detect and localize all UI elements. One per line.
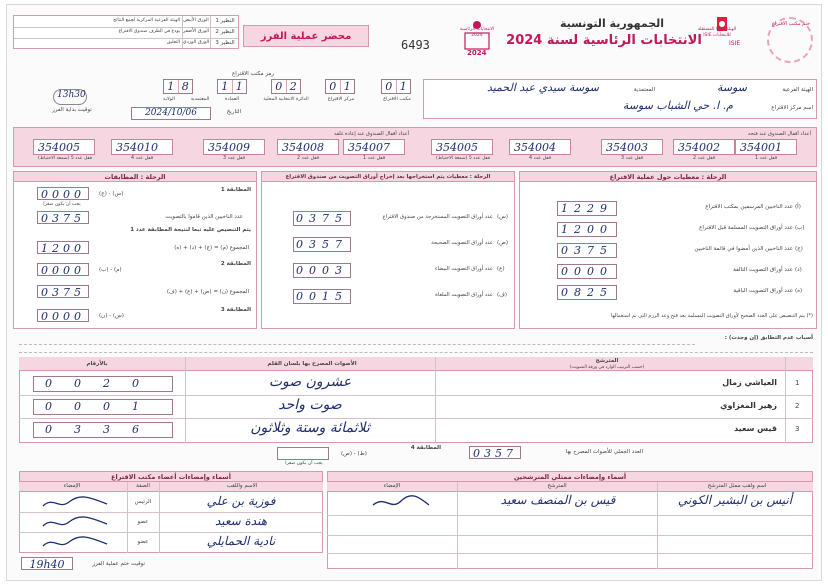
- member-name: هندة سعيد: [214, 514, 268, 528]
- code-digit: 1: [232, 80, 247, 93]
- opened-lock-2-label: قفل عدد 2: [693, 156, 715, 161]
- copy-2-color: الورق الأصفر: [182, 29, 210, 34]
- results-row-digits-0-value: 0020: [45, 377, 161, 390]
- code-box-4: [217, 79, 247, 94]
- end-time-value: 19h40: [29, 558, 65, 571]
- m1-label: المطابقة 1: [220, 187, 251, 193]
- m4-formula: (ص) - (ط): [341, 451, 367, 457]
- stage1-row-3: [557, 264, 617, 279]
- stage1-row-code: (ب): [795, 225, 805, 231]
- members-col-role: الصفة: [136, 483, 150, 489]
- discrepancy-line-1: [19, 344, 695, 345]
- m4-hint: يجب أن يكون صفرا: [285, 461, 323, 466]
- stage1-row-3-value: 0000: [561, 265, 613, 278]
- date-value: 2024/10/06: [145, 108, 197, 118]
- member-name: فوزية بن علي: [206, 494, 276, 508]
- stage1-note: (*) يتم التنصيص على العدد الصحيح لأوراق التصويت المسلمة بعد فتح وعد الرزم التي تم استعمالها: [611, 313, 813, 319]
- member-role: عضو: [137, 539, 149, 545]
- stage2-row-1: [293, 237, 351, 252]
- copy-3-dest: التعليق: [166, 40, 180, 45]
- m1-formula: (ج) - (س): [99, 191, 124, 197]
- m1-hint: يجب أن يكون صفرا: [43, 202, 81, 207]
- report-title: محضر عملية الفرز: [243, 25, 369, 47]
- opened-lock-2: 354002: [673, 139, 735, 155]
- results-row-name: العياشي زمال: [722, 378, 777, 387]
- code-box-2: [325, 79, 355, 94]
- end-time-box: [21, 557, 73, 570]
- results-row-letters: ثلاثمائة وستة وثلاثون: [250, 420, 370, 436]
- m3-label: المطابقة 3: [220, 307, 251, 313]
- stage2-row-1-value: 0357: [296, 238, 348, 251]
- stage2-row-3-value: 0015: [296, 290, 348, 303]
- m3-formula: (ن) - (س): [99, 313, 124, 319]
- form-number: 6493: [401, 38, 430, 52]
- regional-label: الهيئة الفرعية: [782, 87, 813, 93]
- copy-2-dest: يودع في الظرف صندوق الاقتراع: [118, 29, 180, 34]
- discrepancy-label: أسباب عدم التطابق (إن وجدت) :: [724, 335, 813, 341]
- members-title: أسماء وإمضاءات أعضاء مكتب الاقتراع: [19, 471, 323, 482]
- regional-value: سوسة: [716, 81, 747, 94]
- sum-label: المجموع (م) = (ج) + (د) + (ه): [174, 245, 249, 251]
- results-row-digits-2: [33, 422, 173, 438]
- stage1-row-code: (د): [795, 267, 802, 273]
- delegation-label: المعتمدية: [633, 87, 655, 93]
- code-label-delegation: المعتمدية: [190, 97, 210, 102]
- m2-value: 0000: [41, 264, 85, 277]
- closed-lock-3: 354009: [203, 139, 265, 155]
- delegation-value: سوسة سيدي عبد الحميد: [486, 81, 599, 94]
- stage2-row-code: (ع): [497, 266, 505, 272]
- total2-label: المجموع (ن) = (ص) + (ع) + (ف): [166, 289, 249, 295]
- code-digit: 8: [178, 80, 193, 93]
- member-role: الرئيس: [134, 499, 152, 505]
- results-row-letters: عشرون صوت: [268, 374, 352, 390]
- rep-1-name: أنيس بن البشير الكوني: [677, 493, 793, 507]
- code-label-center: مركز الاقتراع: [327, 97, 355, 102]
- stage1-row-code: (ه): [795, 288, 803, 294]
- stage2-row-label: عدد أوراق التصويت الملغاة: [435, 292, 493, 298]
- opened-lock-4-label: قفل عدد 4: [529, 156, 551, 161]
- members-col-name: الاسم واللقب: [226, 483, 258, 489]
- results-row-name: زهير المغزاوي: [720, 401, 777, 410]
- code-title: رمز مكتب الاقتراع: [232, 71, 274, 77]
- start-time-value: 13h30: [57, 90, 86, 100]
- stage1-row-4: [557, 285, 617, 300]
- stage1-row-2: [557, 243, 617, 258]
- opened-lock-3: 354003: [601, 139, 663, 155]
- m2-value-box: [37, 263, 89, 276]
- results-col-candidate-hint: (حسب الترتيب الوارد في ورقة التصويت): [569, 365, 645, 370]
- election-title: الانتخابات الرئاسية لسنة 2024: [506, 33, 702, 48]
- isie-text: الهيئة العليا المستقلة للانتخابات ISIE: [697, 27, 737, 38]
- member-signature: [37, 514, 117, 532]
- stage1-row-0: [557, 201, 617, 216]
- sum-value: 1200: [41, 242, 85, 255]
- locks-opened-label: أعداد أقفال الصندوق عند فتحه: [747, 131, 811, 137]
- copy-3-label: النظير 3: [215, 40, 235, 46]
- code-digit: 2: [286, 80, 301, 93]
- stage2-row-label: عدد أوراق التصويت الصحيحة: [431, 240, 493, 246]
- results-row-name: قيس سعيد: [734, 424, 777, 433]
- stage2-row-0-value: 0375: [296, 212, 348, 225]
- code-digit: 1: [221, 80, 229, 93]
- center-label: اسم مركز الاقتراع: [771, 105, 813, 111]
- code-label-polling: مكتب الاقتراع: [383, 97, 411, 102]
- code-digit: 1: [340, 80, 355, 93]
- results-row-letters: صوت واحد: [278, 397, 342, 413]
- closed-lock-3-label: قفل عدد 3: [223, 156, 245, 161]
- start-time-label: توقيت بداية الفرز: [52, 107, 92, 113]
- stage1-row-label: عدد أوراق التصويت الباقية: [733, 288, 793, 294]
- date-box: [131, 107, 211, 120]
- rep-1-signature: [367, 493, 437, 513]
- svg-text:ISIE: ISIE: [729, 40, 741, 47]
- absent-value: 0375: [41, 212, 85, 225]
- member-role: عضو: [137, 519, 149, 525]
- members-row-divider: [19, 512, 323, 513]
- svg-text:2024: 2024: [467, 49, 487, 57]
- stage1-row-2-value: 0375: [561, 244, 613, 257]
- stage2-title: الرحلة : معطيات يتم استخراجها بعد إخراج أوراق التصويت من صندوق الاقتراع: [261, 171, 515, 182]
- code-digit: 0: [385, 80, 393, 93]
- stage3-title: الرحلة : المطابقات: [13, 171, 257, 182]
- results-row-digits-0: [33, 376, 173, 392]
- code-label-governorate: الولاية: [163, 97, 175, 102]
- code-digit: 1: [396, 80, 411, 93]
- m4-label: المطابقة 4: [410, 445, 441, 451]
- results-total-box: [469, 446, 521, 459]
- results-col-candidate: المترشح: [595, 358, 619, 364]
- results-row-digits-1: [33, 399, 173, 415]
- closed-lock-1-label: قفل عدد 1: [363, 156, 385, 161]
- stage1-title: الرحلة : معطيات حول عملية الاقتراع: [519, 171, 817, 182]
- stage3-note: يتم التنصيص عليه تبعا لنتيجة المطابقة عدد 1: [130, 227, 251, 233]
- stage1-row-label: عدد أوراق التصويت المسلمة قبل الاقتراع: [699, 225, 793, 231]
- election-logo-text: الانتخابات الرئاسية 2024: [459, 27, 495, 38]
- closed-lock-5: 354005: [33, 139, 95, 155]
- opened-lock-5: 354005: [431, 139, 493, 155]
- m1-value-box: [37, 187, 89, 200]
- member-name: نادية الحمايلي: [206, 534, 276, 548]
- copy-2-label: النظير 2: [215, 29, 235, 35]
- end-time-label: توقيت ختم عملية الفرز: [92, 561, 145, 567]
- stage1-row-label: عدد الناخبين الذين أمضوا في قائمة الناخبين: [694, 246, 793, 252]
- code-box-3: [271, 79, 301, 94]
- form-page: [6, 4, 822, 581]
- closed-lock-2-label: قفل عدد 2: [297, 156, 319, 161]
- results-col-letters: الأصوات المصرح بها بلسان القلم: [267, 361, 357, 367]
- m4-value-box: [277, 447, 329, 460]
- results-row-divider: [19, 395, 813, 396]
- stage2-row-2-value: 0003: [296, 264, 348, 277]
- m2-formula: (ب) - (م): [99, 267, 122, 273]
- code-box-1: [381, 79, 411, 94]
- code-label-district: الدائرة الانتخابية المحلية: [263, 97, 309, 102]
- stage2-row-code: (ص): [497, 240, 508, 246]
- results-row-digits-1-value: 0001: [45, 400, 161, 413]
- reps-title: أسماء وإمضاءات ممثلي المترشحين: [327, 471, 813, 482]
- stage1-row-label: عدد الناخبين المرسمين بمكتب الاقتراع: [705, 204, 793, 210]
- code-digit: 0: [275, 80, 283, 93]
- republic-title: الجمهورية التونسية: [559, 17, 665, 30]
- stage1-row-label: عدد أوراق التصويت التالفة: [733, 267, 793, 273]
- stage1-row-0-value: 1229: [561, 202, 613, 215]
- discrepancy-line-2: [19, 352, 813, 353]
- results-row-num: 2: [795, 402, 800, 410]
- members-row-divider: [19, 532, 323, 533]
- opened-lock-5-label: قفل عدد 5 (شمعة الاحتياط): [436, 156, 490, 161]
- copy-3-color: الورق الوردي: [182, 40, 210, 45]
- stage1-row-1: [557, 222, 617, 237]
- results-row-digits-2-value: 0336: [45, 423, 161, 436]
- member-signature: [37, 534, 117, 552]
- results-row-num: 1: [795, 379, 800, 387]
- m1-value: 0000: [41, 188, 85, 201]
- results-total-value: 0357: [473, 447, 517, 460]
- code-digit: 1: [167, 80, 175, 93]
- results-total-label: العدد الجملي للأصوات المصرح بها: [565, 449, 643, 455]
- m3-value: 0000: [41, 310, 85, 323]
- stage2-row-label: عدد أوراق التصويت البيضاء: [435, 266, 493, 272]
- closed-lock-4: 354010: [111, 139, 173, 155]
- stage2-row-0: [293, 211, 351, 226]
- sum-value-box: [37, 241, 89, 254]
- rep-1-candidate: قيس بن المنصف سعيد: [500, 493, 616, 507]
- results-row-divider: [19, 418, 813, 419]
- stage2-row-3: [293, 289, 351, 304]
- reps-col-signature: الإمضاء: [383, 483, 401, 489]
- stage2-row-label: عدد أوراق التصويت المستخرجة من صندوق الاقتراع: [382, 214, 493, 220]
- m3-value-box: [37, 309, 89, 322]
- stage1-row-1-value: 1200: [561, 223, 613, 236]
- code-label-imada: العمادة: [225, 97, 239, 102]
- member-signature: [37, 494, 117, 512]
- opened-lock-1-label: قفل عدد 1: [755, 156, 777, 161]
- results-col-digits: بالأرقام: [86, 361, 108, 367]
- closed-lock-1: 354007: [343, 139, 405, 155]
- results-header-band: [19, 357, 813, 371]
- stage1-row-code: (ج): [795, 246, 803, 252]
- stage2-row-code: (ف): [497, 292, 508, 298]
- stage1-row-4-value: 0825: [561, 286, 613, 299]
- reps-col-name: اسم ولقب ممثل المترشح: [707, 483, 767, 489]
- stage2-row-code: (س): [497, 214, 509, 220]
- stamp-caption: ختم مكتب الاقتراع: [771, 21, 811, 27]
- code-box-5: [163, 79, 193, 94]
- opened-lock-3-label: قفل عدد 3: [621, 156, 643, 161]
- m2-label: المطابقة 2: [220, 261, 251, 267]
- reps-col-candidate: المترشح: [547, 483, 567, 489]
- m4-value: [278, 448, 328, 459]
- total2-value: 0375: [41, 286, 85, 299]
- closed-lock-5-label: قفل عدد 5 (شمعة الاحتياط): [38, 156, 92, 161]
- opened-lock-1: 354001: [735, 139, 797, 155]
- copy-1-dest: الهيئة الفرعية المركزية لجمع النتائج: [113, 18, 180, 23]
- copies-table: [13, 15, 239, 49]
- copy-1-color: الورق الأبيض: [183, 18, 209, 23]
- members-col-signature: الإمضاء: [63, 483, 81, 489]
- results-row-num: 3: [795, 425, 800, 433]
- stage1-row-code: (أ): [795, 204, 801, 210]
- total2-value-box: [37, 285, 89, 298]
- stage2-row-2: [293, 263, 351, 278]
- code-digit: 0: [329, 80, 337, 93]
- copy-1-label: النظير 1: [215, 18, 235, 24]
- date-label: التاريخ: [226, 109, 241, 115]
- absent-value-box: [37, 211, 89, 224]
- closed-lock-4-label: قفل عدد 4: [131, 156, 153, 161]
- closed-lock-2: 354008: [277, 139, 339, 155]
- center-value: م. ا. حي الشباب سوسة: [622, 99, 733, 112]
- opened-lock-4: 354004: [509, 139, 571, 155]
- locks-closed-label: أعداد أقفال الصندوق عند إعادة غلقه: [333, 131, 409, 137]
- absent-label: عدد الناخبين الذين قاموا بالتصويت: [165, 214, 243, 220]
